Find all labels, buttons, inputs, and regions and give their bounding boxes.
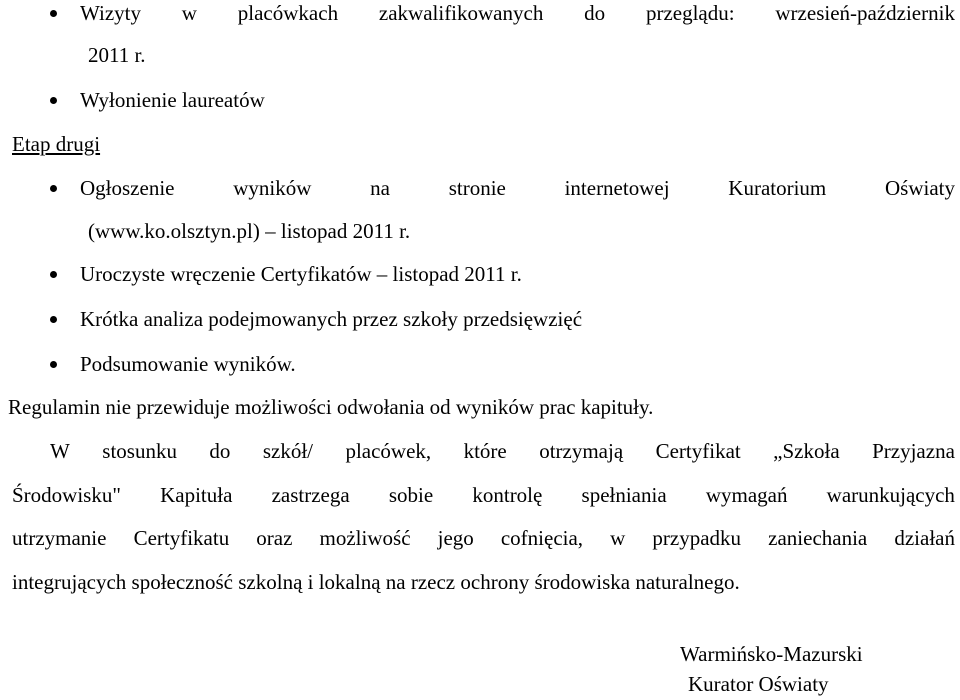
bullet-item-analysis: Krótka analiza podejmowanych przez szkoły przedsięwzięć — [80, 307, 583, 331]
word: otrzymają — [539, 439, 624, 463]
word: stronie — [448, 176, 506, 200]
paragraph-certificate-line3 — [12, 525, 955, 551]
word: jego — [437, 526, 474, 550]
bullet-item-visits-line1 — [80, 0, 955, 26]
word: oraz — [256, 526, 293, 550]
word: wyników — [233, 176, 312, 200]
word: wrzesień-październik — [775, 1, 955, 25]
word: przypadku — [652, 526, 742, 550]
word: utrzymanie — [12, 526, 107, 550]
word: na — [370, 176, 390, 200]
word: w — [181, 1, 197, 25]
word: spełniania — [581, 483, 667, 507]
paragraph-certificate-line1 — [50, 438, 955, 464]
word: placówek, — [345, 439, 432, 463]
word: stosunku — [102, 439, 177, 463]
paragraph-certificate-line4: integrujących społeczność szkolną i lokalną na rzecz ochrony środowiska naturalnego. — [12, 570, 740, 594]
word: działań — [894, 526, 955, 550]
paragraph-no-appeal: Regulamin nie przewiduje możliwości odwołania od wyników prac kapituły. — [8, 395, 654, 419]
word: Certyfikatu — [133, 526, 230, 550]
word: zaniechania — [768, 526, 868, 550]
word: W — [50, 439, 70, 463]
bullet-item-summary: Podsumowanie wyników. — [80, 352, 296, 376]
word: wymagań — [705, 483, 788, 507]
word: Wizyty — [80, 1, 141, 25]
word: internetowej — [564, 176, 670, 200]
word: kontrolę — [472, 483, 543, 507]
word: Środowisku" — [12, 483, 121, 507]
bullet-dot — [50, 271, 57, 278]
word: szkół/ — [262, 439, 313, 463]
word: warunkujących — [826, 483, 955, 507]
bullet-dot — [50, 316, 57, 323]
stage-heading: Etap drugi — [12, 132, 101, 156]
signature-line1: Warmińsko-Mazurski — [680, 642, 863, 666]
word: sobie — [388, 483, 434, 507]
word: Kapituła — [160, 483, 233, 507]
word: możliwość — [319, 526, 411, 550]
word: przeglądu: — [645, 1, 735, 25]
bullet-dot — [50, 97, 57, 104]
word: placówkach — [237, 1, 339, 25]
word: Ogłoszenie — [80, 176, 175, 200]
bullet-dot — [50, 361, 57, 368]
word: Certyfikat — [655, 439, 741, 463]
word: Oświaty — [885, 176, 955, 200]
bullet-dot — [50, 185, 57, 192]
word: „Szkoła — [773, 439, 840, 463]
paragraph-certificate-line2 — [12, 482, 955, 508]
word: które — [463, 439, 507, 463]
signature-line2: Kurator Oświaty — [688, 672, 829, 696]
bullet-item-visits-line2: 2011 r. — [88, 43, 146, 67]
bullet-item-results-line1 — [80, 175, 955, 201]
word: cofnięcia, — [500, 526, 584, 550]
word: zastrzega — [271, 483, 350, 507]
word: zakwalifikowanych — [378, 1, 544, 25]
bullet-item-laureates: Wyłonienie laureatów — [80, 88, 265, 112]
word: Przyjazna — [872, 439, 955, 463]
word: w — [610, 526, 626, 550]
bullet-dot — [50, 10, 57, 17]
word: Kuratorium — [728, 176, 827, 200]
bullet-item-results-line2: (www.ko.olsztyn.pl) – listopad 2011 r. — [88, 219, 411, 243]
bullet-item-ceremony: Uroczyste wręczenie Certyfikatów – listopad 2011 r. — [80, 262, 522, 286]
word: do — [209, 439, 231, 463]
word: do — [584, 1, 606, 25]
